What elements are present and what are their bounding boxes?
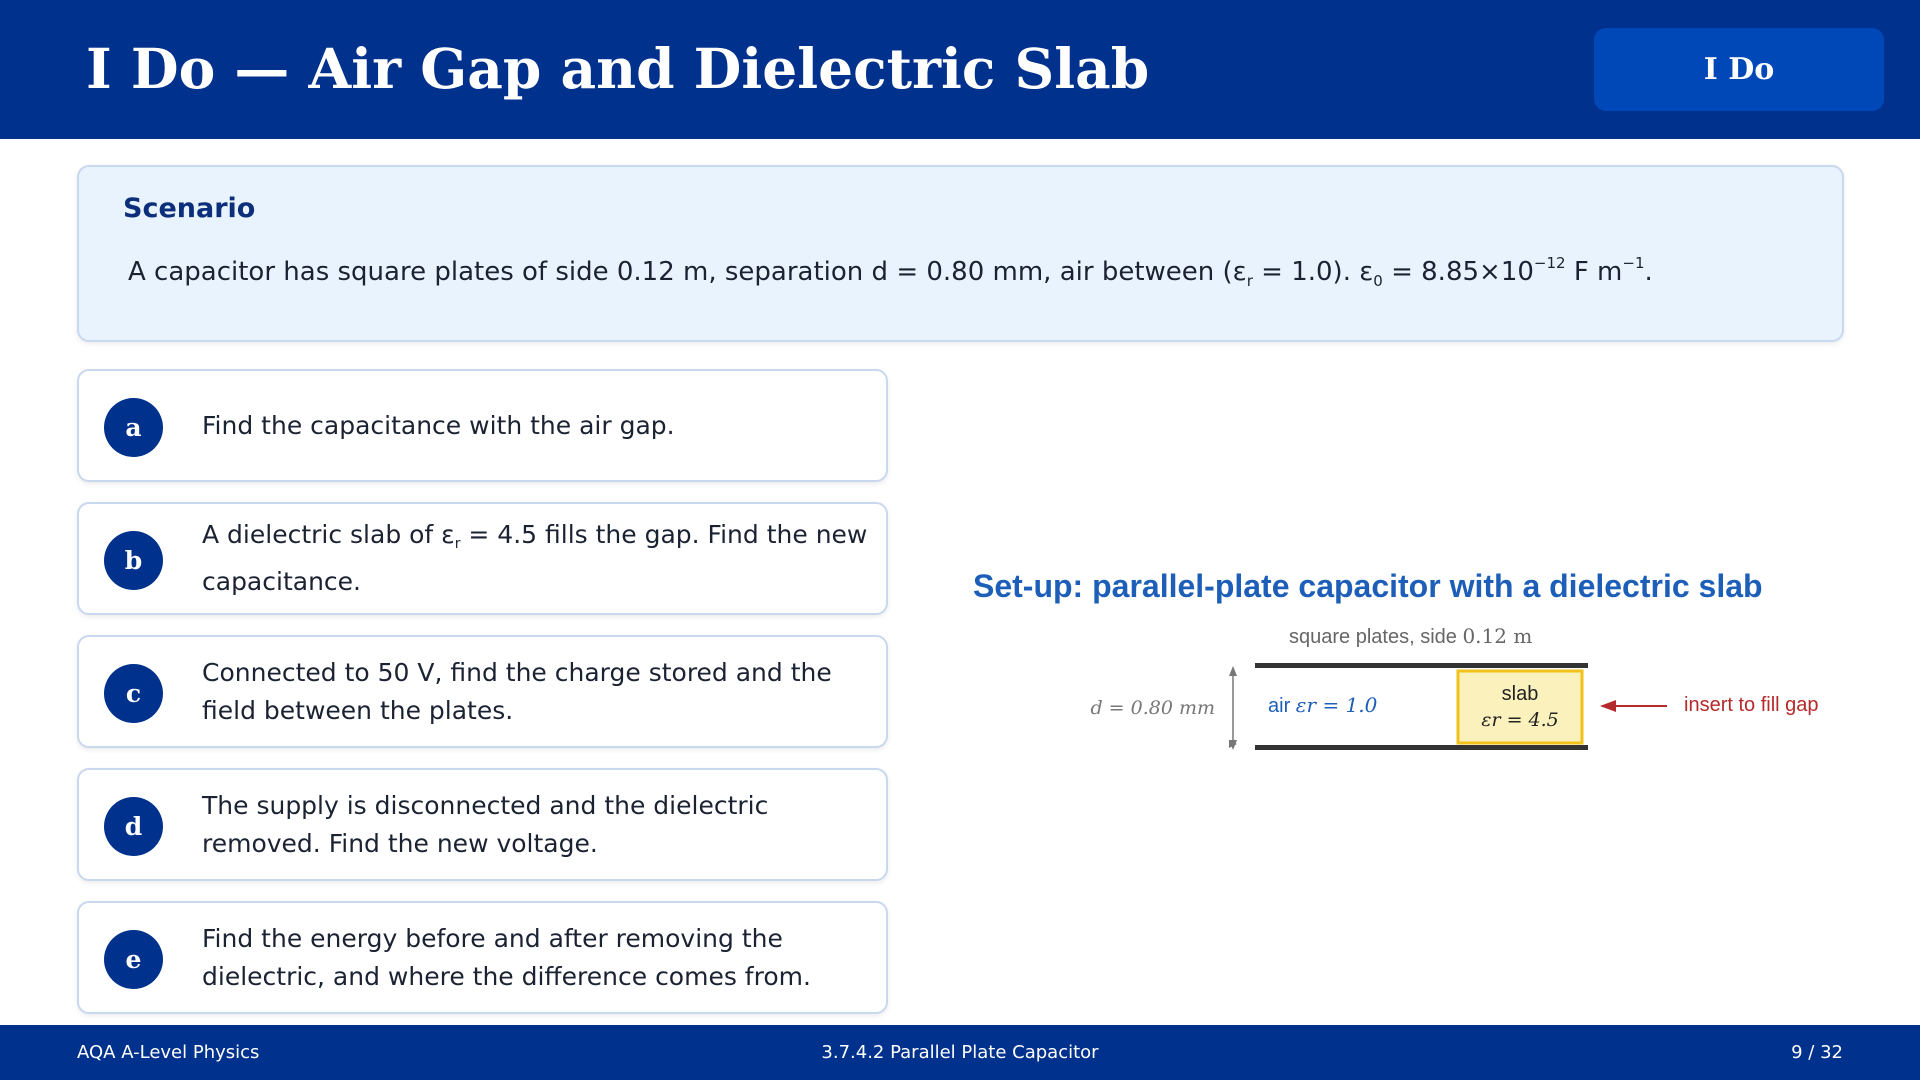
scenario-text — [128, 254, 1653, 290]
page-number: 9 / 32 — [1791, 1042, 1843, 1063]
capacitor-diagram — [1060, 620, 1850, 770]
question-text-content — [202, 516, 872, 601]
question-text-part: A dielectric slab of ε — [202, 520, 455, 549]
scenario-superscript: −12 — [1533, 254, 1566, 272]
question-letter-badge: b — [104, 531, 163, 590]
question-card-e — [77, 901, 888, 1014]
scenario-superscript: −1 — [1622, 254, 1645, 272]
mode-badge: I Do — [1594, 28, 1884, 111]
question-card-a — [77, 369, 888, 482]
question-text — [202, 770, 872, 879]
scenario-text-part: . — [1644, 257, 1653, 287]
scenario-text-part: = 1.0). ε — [1252, 257, 1374, 287]
slab-permittivity: εr = 4.5 — [1481, 709, 1559, 731]
air-label-text: air — [1268, 695, 1296, 717]
question-letter-badge: e — [104, 930, 163, 989]
separation-arrow-head-bottom — [1229, 740, 1237, 750]
top-plate — [1255, 663, 1588, 668]
scenario-box — [77, 165, 1844, 342]
question-letter-badge: c — [104, 664, 163, 723]
question-text-content: Find the energy before and after removing the dielectric, and where the difference comes from. — [202, 923, 811, 991]
question-card-b — [77, 502, 888, 615]
plates-label — [1289, 624, 1532, 648]
plates-label-text: square plates, side — [1289, 626, 1463, 648]
insert-arrow-head — [1600, 700, 1616, 712]
footer-course: AQA A-Level Physics — [77, 1042, 260, 1063]
footer-topic: 3.7.4.2 Parallel Plate Capacitor — [821, 1042, 1099, 1063]
scenario-subscript: 0 — [1373, 272, 1383, 290]
scenario-text-part: = 8.85×10 — [1382, 257, 1534, 287]
question-text-content: Connected to 50 V, find the charge stored and the field between the plates. — [202, 657, 832, 725]
question-letter-badge: a — [104, 398, 163, 457]
separation-label: d = 0.80 mm — [1090, 697, 1215, 719]
question-card-c — [77, 635, 888, 748]
question-text — [202, 637, 872, 746]
plates-label-value: 0.12 m — [1462, 624, 1533, 648]
diagram-title: Set-up: parallel-plate capacitor with a dielectric slab — [973, 568, 1763, 604]
separation-arrow-head-top — [1229, 666, 1237, 676]
question-text — [202, 903, 872, 1012]
dielectric-slab — [1458, 671, 1582, 743]
scenario-subscript: r — [1246, 272, 1253, 290]
insert-label: insert to fill gap — [1684, 694, 1819, 716]
question-card-d — [77, 768, 888, 881]
header-bar — [0, 0, 1920, 139]
air-permittivity: εr = 1.0 — [1295, 693, 1378, 717]
question-text-content: The supply is disconnected and the dielectric removed. Find the new voltage. — [202, 790, 769, 858]
question-text — [202, 371, 872, 480]
bottom-plate — [1255, 745, 1588, 750]
scenario-heading: Scenario — [123, 193, 256, 224]
question-text — [202, 504, 872, 613]
question-text-part: = 4.5 fills the gap. Find the new capacitance. — [202, 520, 868, 596]
scenario-text-part: F m — [1565, 257, 1623, 287]
slab-label: slab — [1501, 683, 1539, 705]
page-title: I Do — Air Gap and Dielectric Slab — [86, 36, 1150, 101]
scenario-text-part: A capacitor has square plates of side 0.12 m, separation d = 0.80 mm, air between (ε — [128, 257, 1247, 287]
question-letter-badge: d — [104, 797, 163, 856]
air-label — [1268, 693, 1378, 717]
footer-bar — [0, 1025, 1920, 1080]
question-text-content: Find the capacitance with the air gap. — [202, 410, 675, 440]
question-subscript: r — [454, 536, 461, 552]
